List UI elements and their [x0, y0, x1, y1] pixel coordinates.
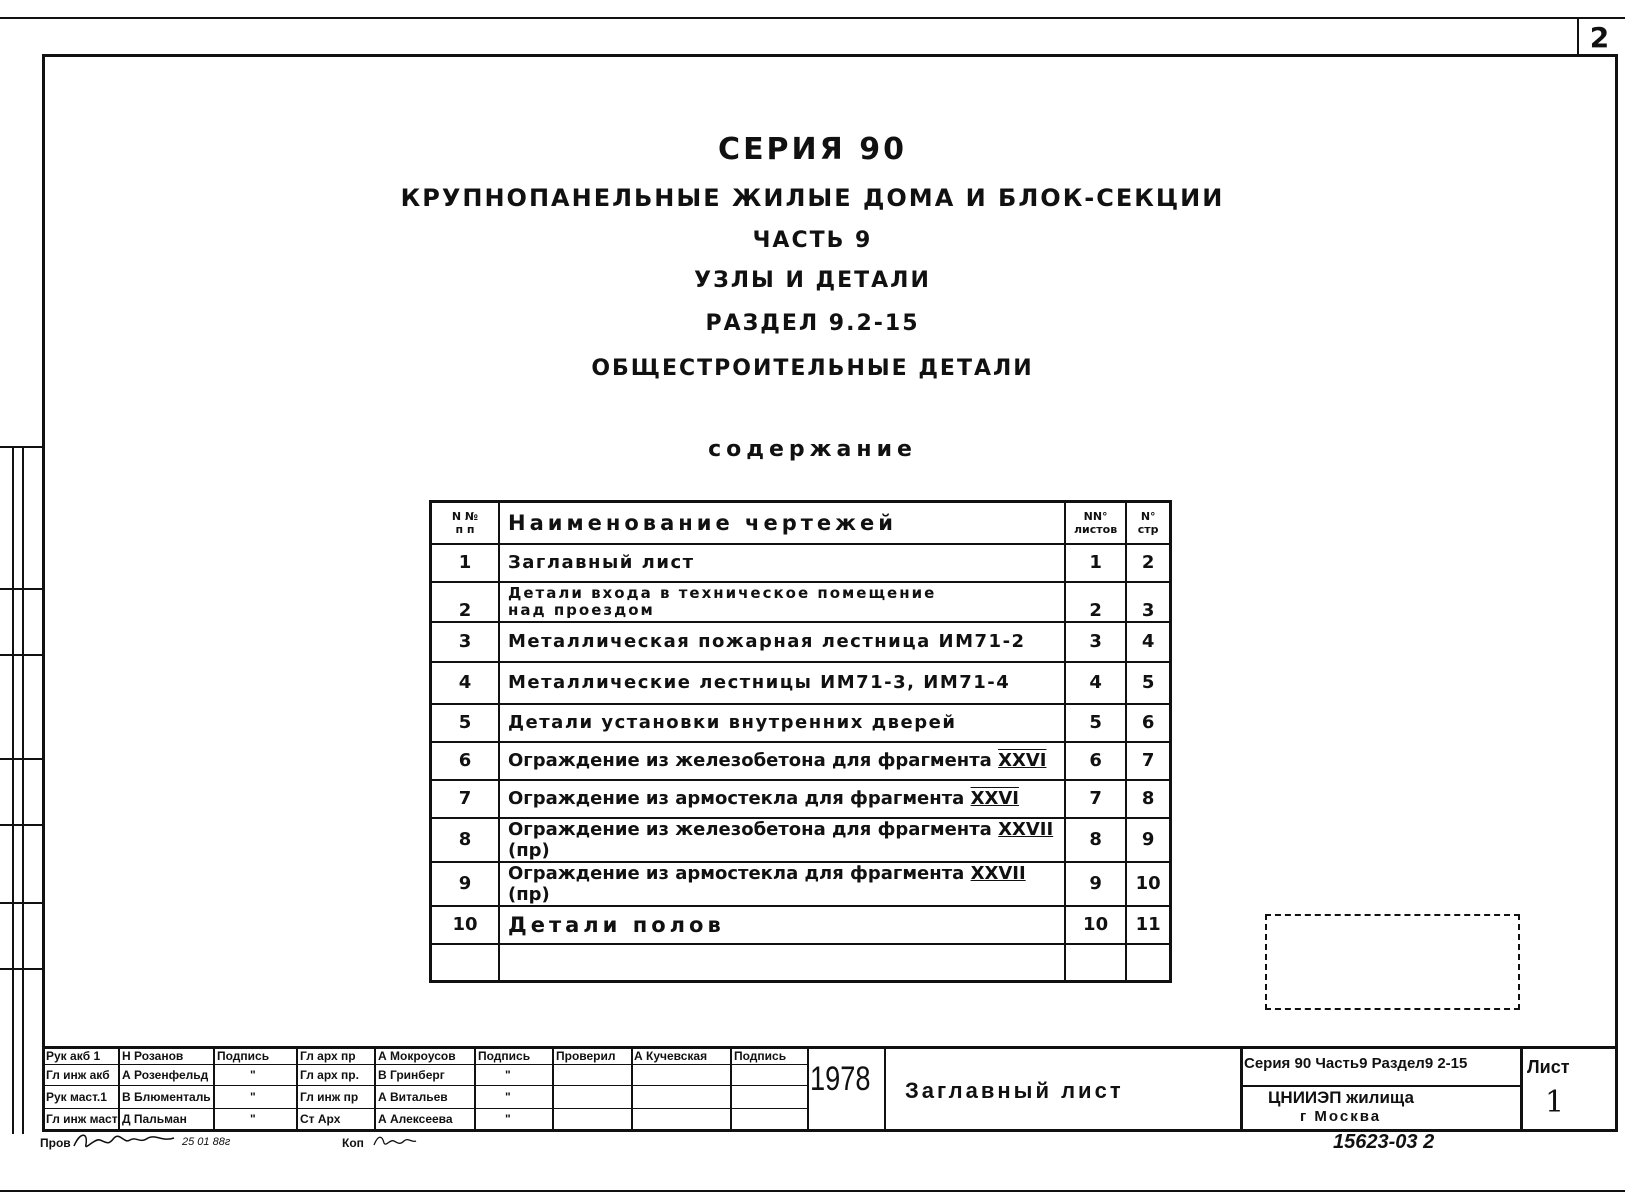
part-heading: ЧАСТЬ 9 — [752, 228, 873, 253]
stamp-placeholder — [1265, 914, 1520, 1010]
corner-sheet-number: 2 — [1577, 19, 1620, 57]
header-sheets: NN° листов — [1065, 502, 1126, 544]
sheet-label: Лист — [1527, 1057, 1570, 1077]
table-row: 6 Ограждение из железобетона для фрагмента XXVI 6 7 — [431, 742, 1171, 780]
copy-label: Коп — [342, 1136, 364, 1150]
year: 1978 — [810, 1060, 871, 1098]
contents-table — [429, 500, 1172, 983]
archive-number: 15623-03 2 — [1333, 1131, 1435, 1153]
table-row: 8 Ограждение из железобетона для фрагмента XXVII (пр) 8 9 — [431, 818, 1171, 862]
series-reference: Серия 90 Часть9 Раздел9 2-15 — [1244, 1055, 1468, 1072]
table-row: 2 Детали входа в техническое помещение над проездом 2 3 — [431, 582, 1171, 622]
section-heading: РАЗДЕЛ 9.2-15 — [705, 311, 920, 336]
organization-line1: ЦНИИЭП жилища — [1268, 1088, 1414, 1107]
table-row: 3 Металлическая пожарная лестница ИМ71-2 3 4 — [431, 622, 1171, 662]
title-block-doc-title: Заглавный лист — [905, 1078, 1124, 1103]
sheet-number: 1 — [1545, 1085, 1565, 1120]
contents-label: содержание — [708, 437, 917, 462]
document-title: КРУПНОПАНЕЛЬНЫЕ ЖИЛЫЕ ДОМА И БЛОК-СЕКЦИИ — [400, 184, 1225, 212]
table-row: 7 Ограждение из армостекла для фрагмента XXVI 7 8 — [431, 780, 1171, 818]
header-number: N № п п — [431, 502, 500, 544]
copier-signature — [372, 1133, 418, 1149]
top-border-line — [0, 17, 1625, 19]
table-row: 5 Детали установки внутренних дверей 5 6 — [431, 704, 1171, 742]
series-heading: СЕРИЯ 90 — [718, 132, 907, 167]
check-date: 25 01 88г — [182, 1136, 231, 1148]
table-row: 4 Металлические лестницы ИМ71-3, ИМ71-4 4 5 — [431, 662, 1171, 704]
table-row: 10 Детали полов 10 11 — [431, 906, 1171, 944]
table-header-row — [431, 502, 1171, 544]
table-row: 1 Заглавный лист 1 2 — [431, 544, 1171, 582]
header-name: Наименование чертежей — [499, 502, 1065, 544]
checked-label: Пров — [40, 1136, 71, 1150]
section-title: ОБЩЕСТРОИТЕЛЬНЫЕ ДЕТАЛИ — [591, 356, 1034, 381]
table-row: 9 Ограждение из армостекла для фрагмента XXVII (пр) 9 10 — [431, 862, 1171, 906]
subtitle-heading: УЗЛЫ И ДЕТАЛИ — [694, 268, 931, 293]
bottom-border-line — [0, 1190, 1625, 1192]
organization-line2: г Москва — [1300, 1108, 1382, 1125]
checker-signature — [70, 1130, 180, 1152]
table-row-empty — [431, 944, 1171, 982]
binding-strip — [0, 446, 42, 1134]
header-page: N° стр — [1126, 502, 1171, 544]
